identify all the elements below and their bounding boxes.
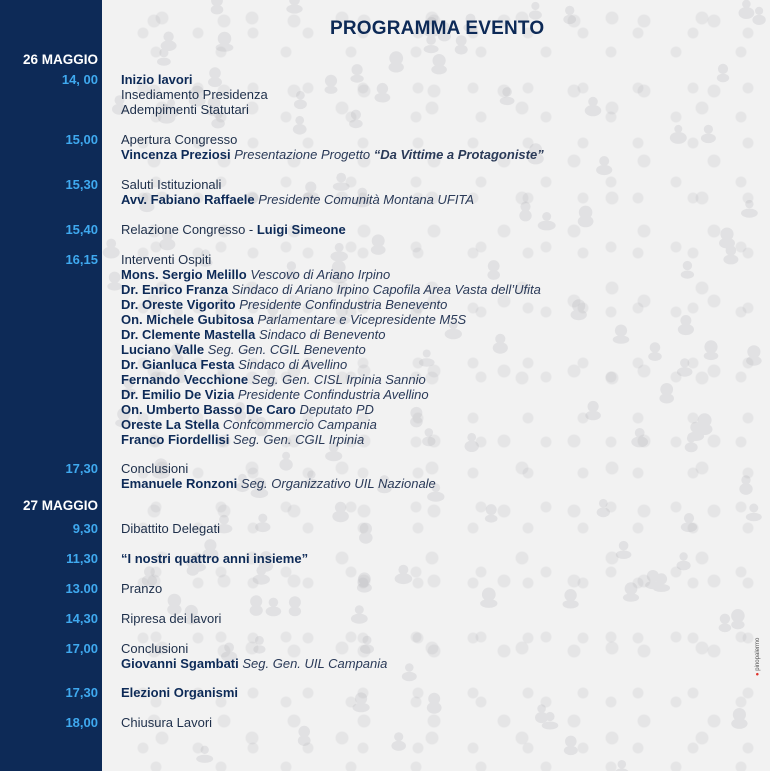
event-time: 15,00: [65, 132, 98, 147]
event-title: Interventi Ospiti: [121, 252, 212, 267]
event-title: Conclusioni: [121, 641, 189, 656]
event-title: Inizio lavori: [121, 72, 193, 87]
day-label-27-maggio: 27 MAGGIO: [22, 498, 98, 513]
guest-role: Seg. Gen. CISL Irpinia Sannio: [251, 372, 426, 387]
guest-name: Dr. Emilio De Vizia: [121, 387, 235, 402]
speaker-name: Emanuele Ronzoni: [121, 476, 238, 491]
event-time: 9,30: [72, 521, 98, 536]
guest-role: Seg. Gen. CGIL Benevento: [207, 342, 366, 357]
guest-name: Dr. Enrico Franza: [121, 282, 228, 297]
event-title: Dibattito Delegati: [121, 521, 220, 536]
day-label-26-maggio: 26 MAGGIO: [22, 52, 98, 67]
guest-name: Dr. Oreste Vigorito: [121, 297, 236, 312]
guest-name: Oreste La Stella: [121, 417, 220, 432]
event-time: 17,30: [65, 461, 98, 476]
guest-name: On. Umberto Basso De Caro: [121, 402, 296, 417]
guest-role: Deputato PD: [299, 402, 374, 417]
guest-name: Luciano Valle: [121, 342, 205, 357]
guest-name: Dr. Clemente Mastella: [121, 327, 256, 342]
guest-role: Seg. Gen. CGIL Irpinia: [232, 432, 365, 447]
event-time: 16,15: [65, 252, 98, 267]
event-title: Pranzo: [121, 581, 163, 596]
guest-row: [121, 417, 541, 432]
guest-role: Confcommercio Campania: [222, 417, 377, 432]
event-title: Conclusioni: [121, 461, 189, 476]
event-title: Apertura Congresso: [121, 132, 238, 147]
speaker-name: Vincenza Preziosi: [121, 147, 231, 162]
guest-name: On. Michele Gubitosa: [121, 312, 254, 327]
guest-row: [121, 402, 541, 417]
guest-row: [121, 357, 541, 372]
guest-role: Parlamentare e Vicepresidente M5S: [257, 312, 467, 327]
event-time: 17,30: [65, 685, 98, 700]
page-title: PROGRAMMA EVENTO: [330, 18, 545, 39]
guest-row: [121, 432, 541, 447]
guest-row: [121, 387, 541, 402]
guest-role: Presidente Confindustria Benevento: [239, 297, 448, 312]
event-title: Ripresa dei lavori: [121, 611, 222, 626]
guest-name: Dr. Gianluca Festa: [121, 357, 235, 372]
guest-row: [121, 297, 541, 312]
guest-row: [121, 372, 541, 387]
guest-name: Fernando Vecchione: [121, 372, 249, 387]
guest-role: Sindaco di Avellino: [238, 357, 348, 372]
event-title: Relazione Congresso -: [121, 222, 257, 237]
guest-role: Sindaco di Benevento: [259, 327, 386, 342]
guest-role: Vescovo di Ariano Irpino: [250, 267, 391, 282]
project-title: “Da Vittime a Protagoniste”: [373, 147, 544, 162]
guest-row: [121, 342, 541, 357]
event-title: “I nostri quattro anni insieme”: [121, 551, 309, 566]
event-time: 15,30: [65, 177, 98, 192]
speaker-role: Seg. Gen. UIL Campania: [242, 656, 388, 671]
credit-mark-icon: ●: [755, 672, 761, 676]
guest-role: Presidente Confindustria Avellino: [237, 387, 429, 402]
guest-role: Sindaco di Ariano Irpino Capofila Area Vasta dell’Ufita: [231, 282, 541, 297]
event-title: Chiusura Lavori: [121, 715, 213, 730]
event-time: 14,30: [65, 611, 98, 626]
speaker-name: Luigi Simeone: [256, 222, 346, 237]
event-time: 14, 00: [61, 72, 98, 87]
event-time: 18,00: [65, 715, 98, 730]
designer-credit: [755, 638, 761, 676]
event-time: 11,30: [66, 551, 98, 566]
guest-name: Mons. Sergio Melillo: [121, 267, 247, 282]
event-title: Saluti Istituzionali: [121, 177, 222, 192]
guest-row: [121, 312, 541, 327]
guest-row: [121, 282, 541, 297]
guest-row: [121, 267, 541, 282]
speaker-role: Seg. Organizzativo UIL Nazionale: [240, 476, 436, 491]
speaker-name: Avv. Fabiano Raffaele: [121, 192, 255, 207]
speaker-role: Presidente Comunità Montana UFITA: [258, 192, 475, 207]
guest-name: Franco Fiordellisi: [121, 432, 230, 447]
credit-text: pinopalermo: [755, 637, 761, 671]
event-time: 13.00: [65, 581, 98, 596]
guest-list: [121, 267, 541, 447]
event-time: 17,00: [65, 641, 98, 656]
event-line: Insediamento Presidenza: [121, 87, 268, 102]
guest-row: [121, 327, 541, 342]
event-line: Adempimenti Statutari: [121, 102, 249, 117]
event-time: 15,40: [65, 222, 98, 237]
speaker-name: Giovanni Sgambati: [121, 656, 239, 671]
speaker-role: Presentazione Progetto: [234, 147, 371, 162]
event-title: Elezioni Organismi: [121, 685, 239, 700]
